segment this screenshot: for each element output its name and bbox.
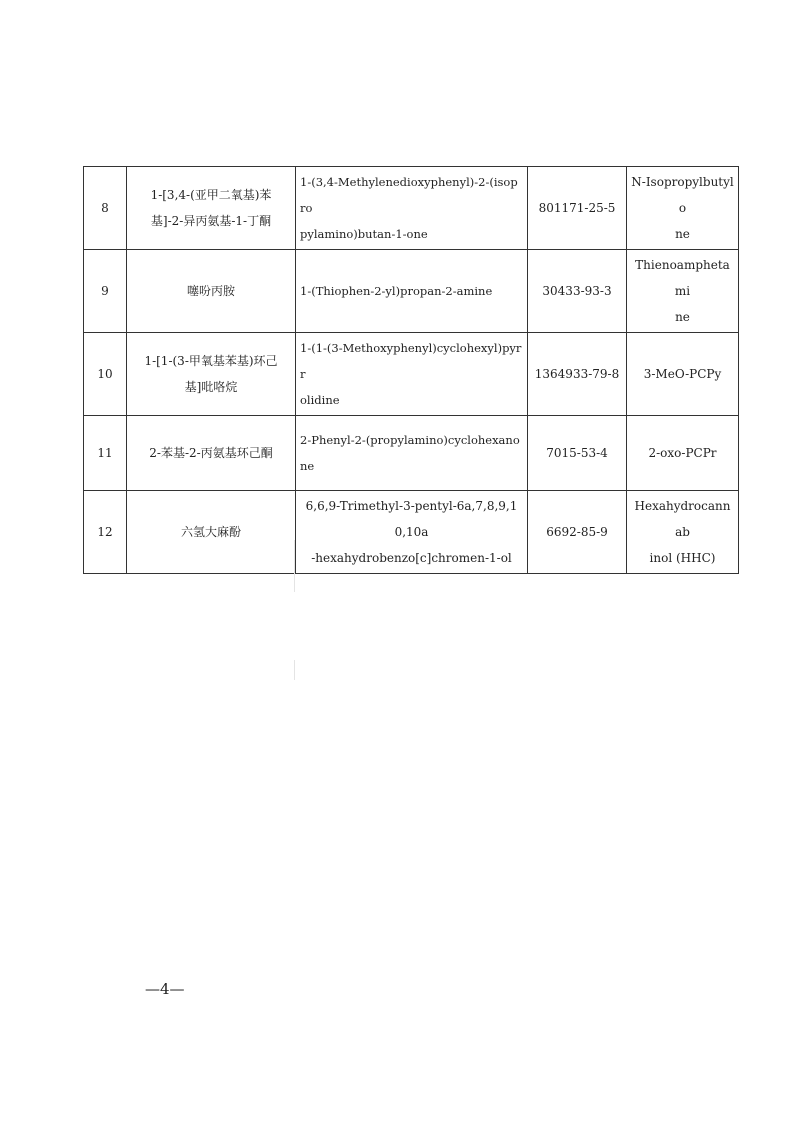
english-name-cell: 1-(1-(3-Methoxyphenyl)cyclohexyl)pyrr olidine — [296, 333, 528, 416]
row-number-cell: 12 — [84, 491, 127, 574]
chinese-name-cell: 2-苯基-2-丙氨基环己酮 — [127, 416, 296, 491]
alias-cell: 3-MeO-PCPy — [627, 333, 739, 416]
row-number-cell: 8 — [84, 167, 127, 250]
cas-number-cell: 1364933-79-8 — [528, 333, 627, 416]
alias-cell: N-Isopropylbutylo ne — [627, 167, 739, 250]
scan-fold-line — [294, 540, 295, 592]
row-number-cell: 9 — [84, 250, 127, 333]
table-row — [84, 416, 739, 491]
alias-cell: 2-oxo-PCPr — [627, 416, 739, 491]
chinese-name-cell: 1-[1-(3-甲氧基苯基)环己 基]吡咯烷 — [127, 333, 296, 416]
cas-number-cell: 7015-53-4 — [528, 416, 627, 491]
row-number-cell: 10 — [84, 333, 127, 416]
english-name-cell: 1-(Thiophen-2-yl)propan-2-amine — [296, 250, 528, 333]
chinese-name-cell: 噻吩丙胺 — [127, 250, 296, 333]
chinese-name-cell: 六氢大麻酚 — [127, 491, 296, 574]
alias-cell: Thienoamphetami ne — [627, 250, 739, 333]
english-name-cell: 2-Phenyl-2-(propylamino)cyclohexanone — [296, 416, 528, 491]
row-number-cell: 11 — [84, 416, 127, 491]
chinese-name-cell: 1-[3,4-(亚甲二氧基)苯 基]-2-异丙氨基-1-丁酮 — [127, 167, 296, 250]
alias-cell: Hexahydrocannab inol (HHC) — [627, 491, 739, 574]
table-row — [84, 333, 739, 416]
scan-fold-line — [294, 660, 295, 680]
page-number: —4— — [145, 980, 185, 998]
cas-number-cell: 30433-93-3 — [528, 250, 627, 333]
substance-table — [83, 166, 739, 574]
table-row — [84, 491, 739, 574]
english-name-cell: 6,6,9-Trimethyl-3-pentyl-6a,7,8,9,10,10a -hexahydrobenzo[c]chromen-1-ol — [296, 491, 528, 574]
english-name-cell: 1-(3,4-Methylenedioxyphenyl)-2-(isopro pylamino)butan-1-one — [296, 167, 528, 250]
cas-number-cell: 801171-25-5 — [528, 167, 627, 250]
table-row — [84, 250, 739, 333]
cas-number-cell: 6692-85-9 — [528, 491, 627, 574]
table-row — [84, 167, 739, 250]
